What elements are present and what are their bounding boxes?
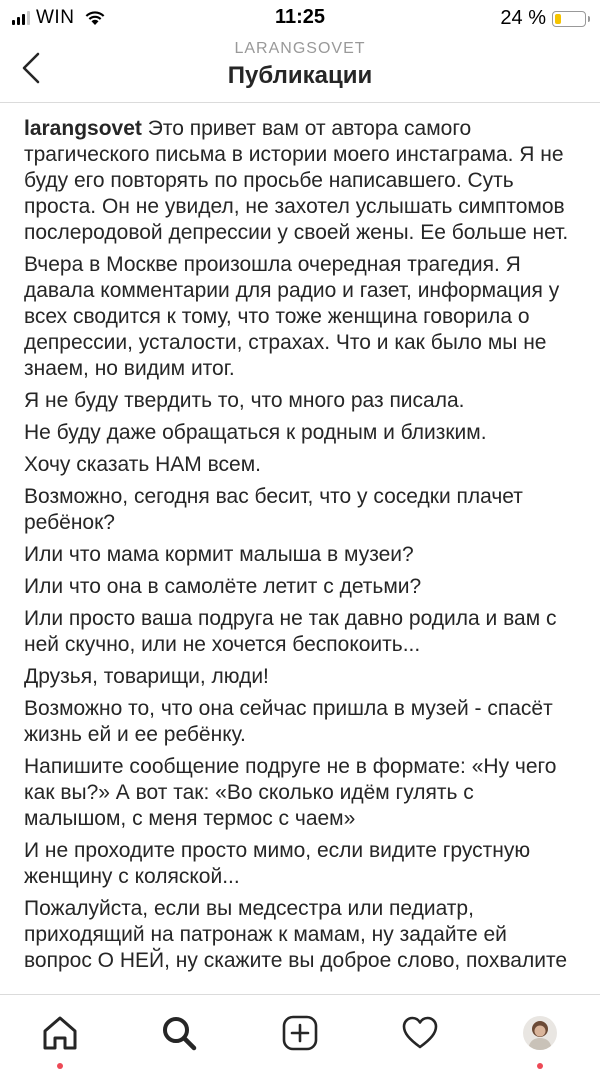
caption-paragraph: Напишите сообщение подруге не в формате: «Ну чего как вы?» А вот так: «Во сколько идём гулять с малышом, с меня термос с чаем» bbox=[24, 755, 557, 830]
status-right bbox=[500, 7, 586, 30]
caption-paragraph bbox=[24, 116, 580, 246]
battery-icon bbox=[552, 11, 586, 27]
caption-username[interactable]: larangsovet bbox=[24, 117, 142, 140]
caption-paragraph: Хочу сказать НАМ всем. bbox=[24, 453, 261, 476]
caption-paragraph: Пожалуйста, если вы медсестра или педиатр, приходящий на патронаж к мамам, ну задайте ей вопрос О НЕЙ, ну скажите вы доброе слово, похвалите bbox=[24, 897, 568, 972]
caption-paragraph: Возможно, сегодня вас бесит, что у соседки плачет ребёнок? bbox=[24, 485, 523, 534]
search-icon bbox=[160, 1014, 198, 1052]
add-post-icon bbox=[281, 1014, 319, 1052]
caption-paragraph: Возможно то, что она сейчас пришла в музей - спасёт жизнь ей и ее ребёнку. bbox=[24, 697, 553, 746]
home-icon bbox=[41, 1014, 79, 1052]
bottom-nav bbox=[0, 994, 600, 1067]
profile-avatar bbox=[523, 1016, 557, 1050]
notification-dot bbox=[57, 1063, 63, 1069]
post-caption bbox=[24, 116, 580, 974]
account-name: LARANGSOVET bbox=[234, 40, 366, 57]
caption-paragraph: Или что она в самолёте летит с детьми? bbox=[24, 575, 422, 598]
header-divider bbox=[0, 102, 600, 103]
notification-dot bbox=[537, 1063, 543, 1069]
nav-search[interactable] bbox=[157, 1011, 201, 1055]
caption-paragraph: Не буду даже обращаться к родным и близким. bbox=[24, 421, 487, 444]
status-bar bbox=[0, 0, 600, 36]
caption-paragraph: Или что мама кормит малыша в музеи? bbox=[24, 543, 414, 566]
status-time: 11:25 bbox=[274, 6, 326, 28]
battery-level bbox=[555, 14, 561, 24]
battery-percent: 24 % bbox=[500, 7, 546, 29]
caption-paragraph: И не проходите просто мимо, если видите грустную женщину с коляской... bbox=[24, 839, 531, 888]
heart-icon bbox=[401, 1014, 439, 1052]
caption-paragraph: Вчера в Москве произошла очередная трагедия. Я давала комментарии для радио и газет, информация у всех сводится к тому, что тоже женщина говорила о депрессии, усталости, страхах. Что и как было мы не знаем, но видим итог. bbox=[24, 253, 560, 380]
nav-profile[interactable] bbox=[518, 1011, 562, 1055]
post-caption-scroll[interactable] bbox=[24, 116, 580, 996]
caption-paragraph: Или просто ваша подруга не так давно родила и вам с ней скучно, или не хочется беспокоить... bbox=[24, 607, 557, 656]
page-title: Публикации bbox=[227, 62, 373, 89]
nav-activity[interactable] bbox=[398, 1011, 442, 1055]
nav-new-post[interactable] bbox=[278, 1011, 322, 1055]
avatar-image bbox=[523, 1016, 557, 1050]
header bbox=[0, 36, 600, 100]
nav-home[interactable] bbox=[38, 1011, 82, 1055]
carrier-name: WIN bbox=[36, 7, 75, 28]
caption-text: Это привет вам от автора самого трагического письма в истории моего инстаграма. Я не буду его повторять по просьбе написавшего. Суть проста. Он не увидел, не захотел услышать симптомов послеродовой депрессии у своей жены. Ее больше нет. bbox=[24, 117, 569, 244]
caption-paragraph: Друзья, товарищи, люди! bbox=[24, 665, 269, 688]
caption-paragraph: Я не буду твердить то, что много раз писала. bbox=[24, 389, 465, 412]
